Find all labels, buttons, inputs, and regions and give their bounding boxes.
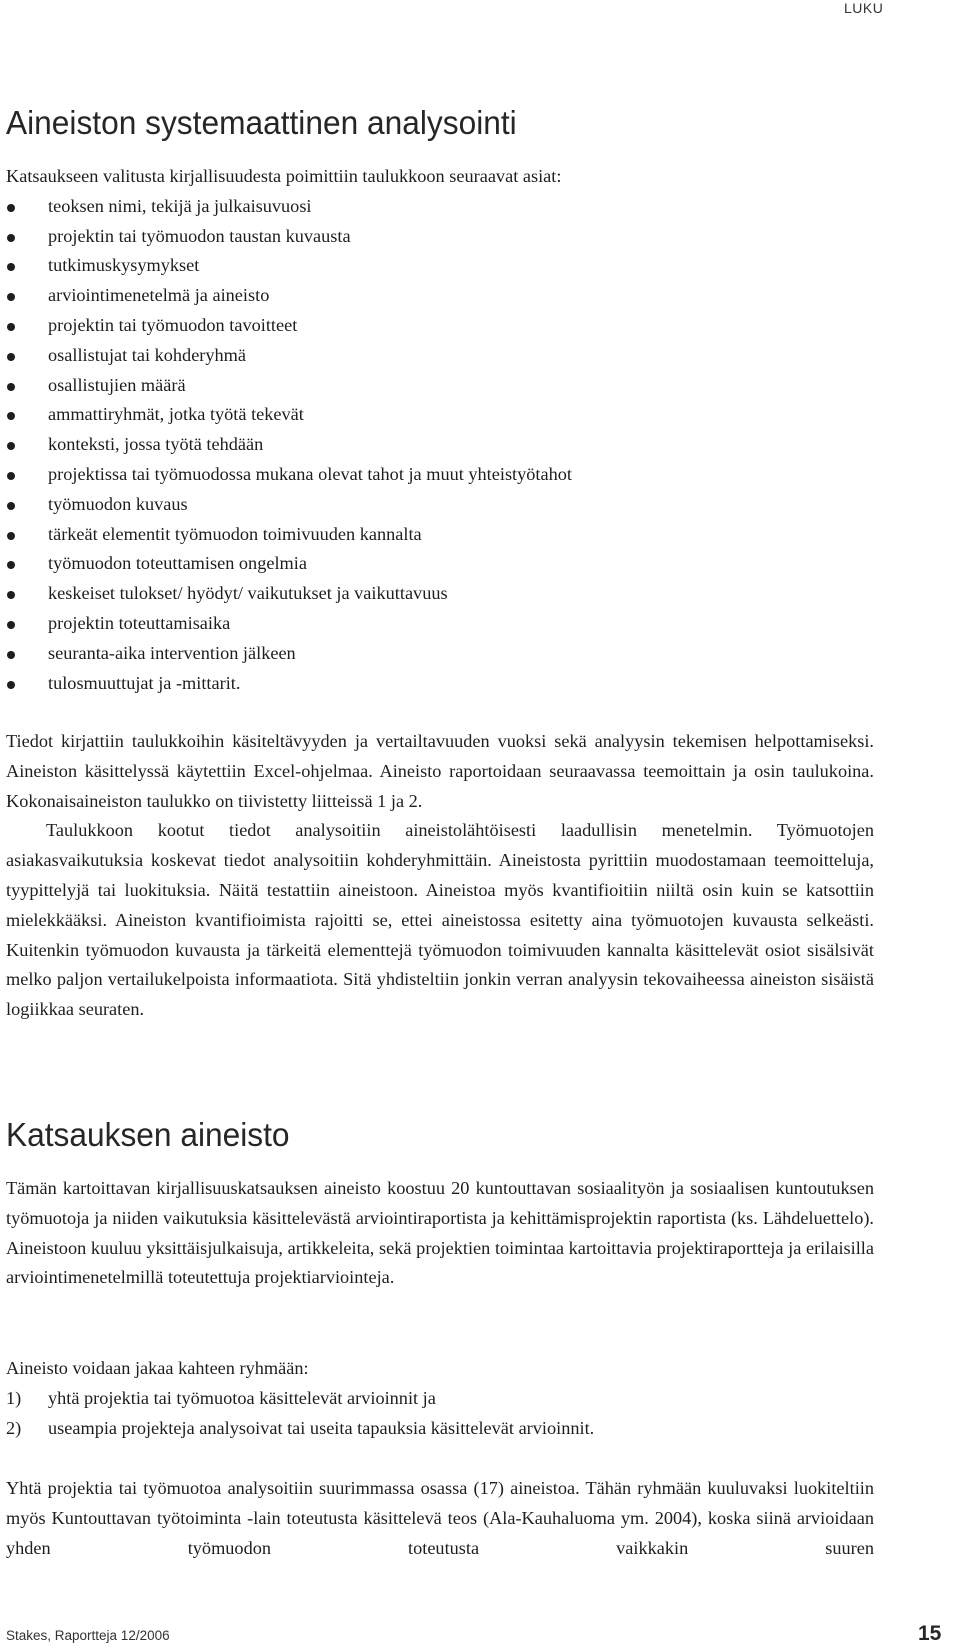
material-body-2 [6,1474,874,1563]
list-item: arviointimenetelmä ja aineisto [6,281,874,311]
list-item: seuranta-aika intervention jälkeen [6,639,874,669]
material-paragraph-2: Yhtä projektia tai työmuotoa analysoitiin suurimmassa osassa (17) aineistoa. Tähän ryhmään kuuluvaksi luokiteltiin myös Kuntouttavan työtoiminta -lain toteutusta käsittelevä teos (Ala-Kauhaluoma ym. 2004), koska siinä arvioidaan yhden työmuodon toteutusta vaikkakin suuren [6,1478,874,1558]
groups-intro: Aineisto voidaan jakaa kahteen ryhmään: [6,1358,309,1378]
material-groups [6,1354,874,1443]
material-body [6,1174,874,1293]
analysis-intro: Katsaukseen valitusta kirjallisuudesta poimittiin taulukkoon seuraavat asiat: [6,166,562,186]
page-number: 15 [918,1622,942,1645]
list-item: keskeiset tulokset/ hyödyt/ vaikutukset ja vaikuttavuus [6,579,874,609]
bullet-icon [7,353,15,361]
bullet-icon [7,472,15,480]
bullet-icon [7,323,15,331]
list-item: tulosmuuttujat ja -mittarit. [6,669,874,699]
bullet-icon [7,412,15,420]
bullet-icon [7,591,15,599]
list-item: konteksti, jossa työtä tehdään [6,430,874,460]
bullet-icon [7,234,15,242]
list-item: osallistujat tai kohderyhmä [6,341,874,371]
list-item: 2) useampia projekteja analysoivat tai useita tapauksia käsittelevät arvioinnit. [6,1417,595,1438]
bullet-icon [7,621,15,629]
bullet-icon [7,442,15,450]
bullet-icon [7,532,15,540]
bullet-icon [7,204,15,212]
list-item: työmuodon kuvaus [6,490,874,520]
list-item: projektissa tai työmuodossa mukana olevat tahot ja muut yhteistyötahot [6,460,874,490]
list-item: projektin tai työmuodon tavoitteet [6,311,874,341]
bullet-icon [7,263,15,271]
analysis-intro-block [6,162,874,698]
bullet-icon [7,293,15,301]
analysis-bullet-list [6,192,874,699]
bullet-icon [7,502,15,510]
bullet-icon [7,681,15,689]
groups-list [6,1384,874,1444]
list-item: tutkimuskysymykset [6,251,874,281]
list-item: ammattiryhmät, jotka työtä tekevät [6,400,874,430]
list-item: tärkeät elementit työmuodon toimivuuden kannalta [6,520,874,550]
section-title-analysis: Aineiston systemaattinen analysointi [6,104,517,141]
analysis-paragraph-2: Taulukkoon kootut tiedot analysoitiin aineistolähtöisesti laadullisin menetelmin. Työmuotojen asiakasvaikutuksia koskevat tiedot analysoitiin kohderyhmittäin. Aineistosta pyrittiin muodostamaan teemoitteluja, tyypittelyjä tai luokituksia. Näitä testattiin aineistoon. Aineistoa myös kvantifioitiin niiltä osin kuin se katsottiin mielekkääksi. Aineiston kvantifioimista rajoitti se, ettei aineistossa esitetty aina työmuotojen kuvausta selkeästi. Kuitenkin työmuodon kuvausta ja tärkeitä elementtejä työmuodon toimivuuden kannalta käsittelevät osiot sisälsivät melko paljon vertailukelpoista informaatiota. Sitä yhdisteltiin jonkin verran analyysin tekovaiheessa aineiston sisäistä logiikkaa seuraten. [6,820,874,1020]
section-title-material: Katsauksen aineisto [6,1116,290,1153]
analysis-body [6,727,874,1025]
list-item: osallistujien määrä [6,371,874,401]
list-item: projektin toteuttamisaika [6,609,874,639]
list-item: projektin tai työmuodon taustan kuvausta [6,222,874,252]
list-item: 1) yhtä projektia tai työmuotoa käsittelevät arvioinnit ja [6,1387,436,1408]
material-paragraph-1: Tämän kartoittavan kirjallisuuskatsauksen aineisto koostuu 20 kuntouttavan sosiaalityön ja sosiaalisen kuntoutuksen työmuotoja ja niiden vaikutuksia käsittelevästä arviointiraportista ja kehittämisprojektin raportista (ks. Lähdeluettelo). Aineistoon kuuluu yksittäisjulkaisuja, artikkeleita, sekä projektien toimintaa kartoittavia projektiraportteja ja erilaisilla arviointimenetelmillä toteutettuja projektiarviointeja. [6,1178,874,1288]
footer-publication: Stakes, Raportteja 12/2006 [6,1628,170,1643]
bullet-icon [7,651,15,659]
list-item: työmuodon toteuttamisen ongelmia [6,549,874,579]
chapter-tag: LUKU [844,0,884,16]
list-item: teoksen nimi, tekijä ja julkaisuvuosi [6,192,874,222]
bullet-icon [7,383,15,391]
analysis-paragraph-1: Tiedot kirjattiin taulukkoihin käsiteltävyyden ja vertailtavuuden vuoksi sekä analyysin tekemisen helpottamiseksi. Aineiston käsittelyssä käytettiin Excel-ohjelmaa. Aineisto raportoidaan seuraavassa teemoittain ja osin taulukoina. Kokonaisaineiston taulukko on tiivistetty liitteissä 1 ja 2. [6,731,874,811]
bullet-icon [7,561,15,569]
